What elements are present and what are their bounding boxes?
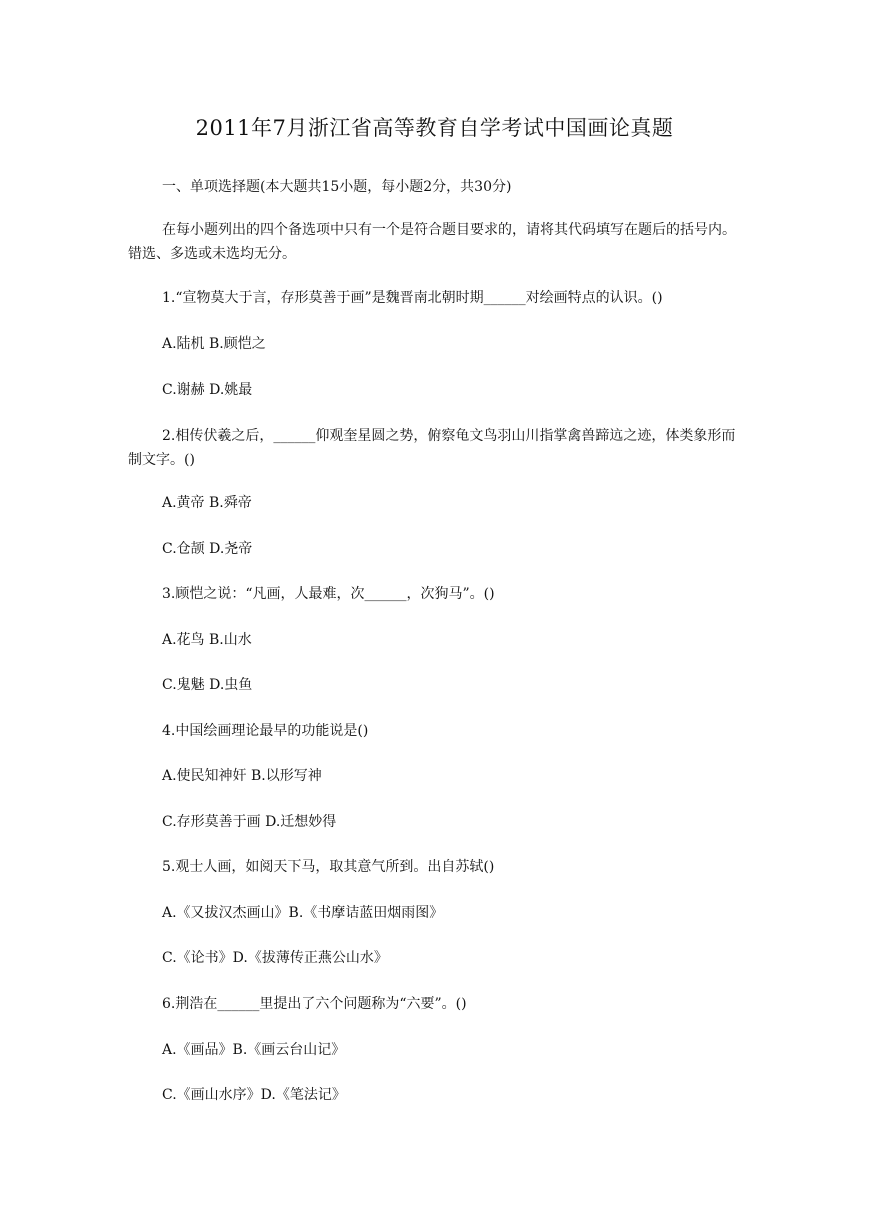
question-options: C.《画山水序》D.《笔法记》 — [162, 1087, 346, 1103]
question-stem: 6.荆浩在______里提出了六个问题称为“六要”。() — [162, 996, 467, 1012]
question-stem: 3.顾恺之说：“凡画，人最难，次______，次狗马”。() — [162, 586, 495, 602]
question-stem: 5.观士人画，如阅天下马，取其意气所到。出自苏轼() — [162, 859, 495, 875]
question-options: C.谢赫 D.姚最 — [162, 382, 253, 398]
question-options: C.鬼魅 D.虫鱼 — [162, 677, 253, 693]
question-options: A.黄帝 B.舜帝 — [162, 495, 252, 511]
question-stem: 4.中国绘画理论最早的功能说是() — [162, 723, 369, 739]
instructions-paragraph: 在每小题列出的四个备选项中只有一个是符合题目要求的，请将其代码填写在题后的括号内。错选、多选或未选均无分。 — [128, 222, 736, 262]
question-options: A.陆机 B.顾恺之 — [162, 336, 266, 352]
question-options: A.《画品》B.《画云台山记》 — [162, 1042, 346, 1058]
question-options: C.《论书》D.《拔薄传正燕公山水》 — [162, 950, 388, 966]
question-options: C.存形莫善于画 D.迁想妙得 — [162, 814, 337, 830]
question-options: A.使民知神奸 B.以形写神 — [162, 768, 322, 784]
question-stem: 2.相传伏羲之后，______仰观奎星圆之势，俯察龟文鸟羽山川指掌禽兽蹄迒之迹，体类象形而制文字。() — [128, 428, 736, 468]
question-options: A.《又拔汉杰画山》B.《书摩诘蓝田烟雨图》 — [162, 905, 444, 921]
question-options: C.仓颉 D.尧帝 — [162, 541, 253, 557]
question-stem: 1.“宣物莫大于言，存形莫善于画”是魏晋南北朝时期______对绘画特点的认识。() — [162, 290, 663, 306]
question-options: A.花鸟 B.山水 — [162, 632, 252, 648]
document-title: 2011年7月浙江省高等教育自学考试中国画论真题 — [195, 116, 674, 140]
section-heading: 一、单项选择题(本大题共15小题，每小题2分，共30分) — [162, 179, 512, 195]
